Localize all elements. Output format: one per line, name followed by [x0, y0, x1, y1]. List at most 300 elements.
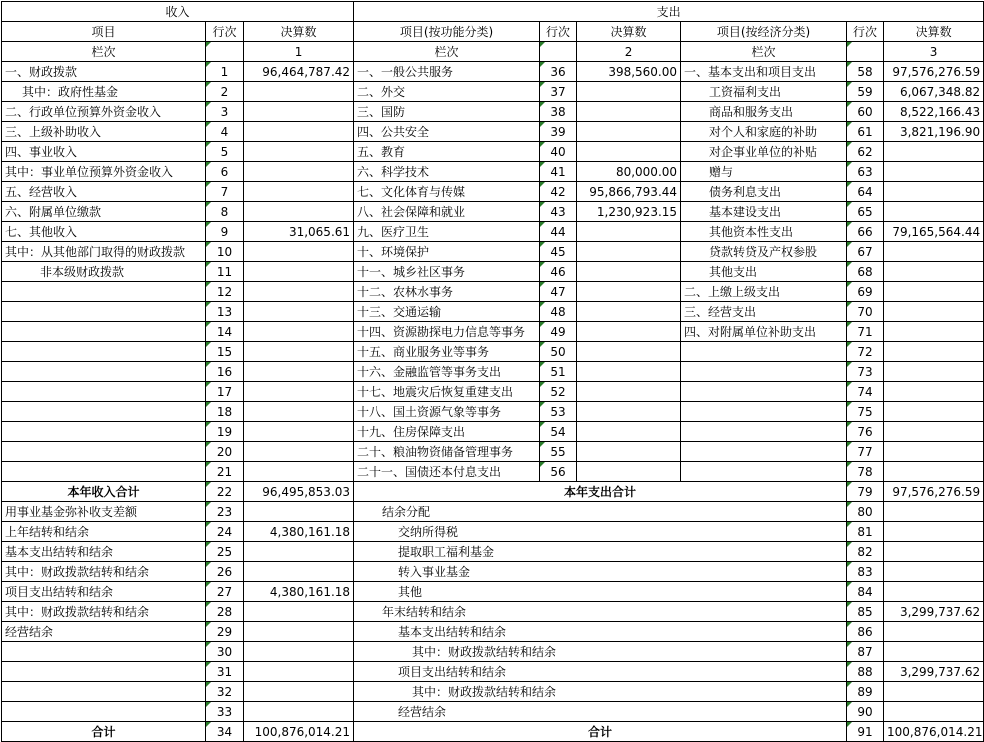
function-amount	[577, 122, 681, 142]
income-amount	[244, 282, 354, 302]
function-amount	[577, 322, 681, 342]
col-header-amount: 决算数	[577, 22, 681, 42]
table-row	[2, 342, 984, 362]
income-item	[2, 642, 206, 662]
distribution-item: 交纳所得税	[354, 522, 847, 542]
economic-row-no: 69	[847, 282, 884, 302]
income-row-no: 3	[206, 102, 244, 122]
economic-item	[681, 382, 847, 402]
income-item	[2, 402, 206, 422]
income-item: 二、行政单位预算外资金收入	[2, 102, 206, 122]
distribution-amount	[884, 522, 984, 542]
table-row	[2, 282, 984, 302]
income-row-no: 7	[206, 182, 244, 202]
table-row	[2, 102, 984, 122]
table-row	[2, 622, 984, 642]
function-item: 十一、城乡社区事务	[354, 262, 540, 282]
economic-row-no: 76	[847, 422, 884, 442]
income-row-no: 15	[206, 342, 244, 362]
table-row	[2, 142, 984, 162]
function-amount: 80,000.00	[577, 162, 681, 182]
distribution-row-no: 88	[847, 662, 884, 682]
income-amount	[244, 342, 354, 362]
col-index-2: 2	[577, 42, 681, 62]
col-header-item: 项目	[2, 22, 206, 42]
function-item: 八、社会保障和就业	[354, 202, 540, 222]
empty-cell	[206, 42, 244, 62]
distribution-item: 其中：财政拨款结转和结余	[354, 682, 847, 702]
income-amount	[244, 602, 354, 622]
distribution-row-no: 80	[847, 502, 884, 522]
function-item: 十、环境保护	[354, 242, 540, 262]
income-item	[2, 382, 206, 402]
function-item: 十七、地震灾后恢复重建支出	[354, 382, 540, 402]
income-amount	[244, 442, 354, 462]
col-index-3: 3	[884, 42, 984, 62]
income-row-no: 19	[206, 422, 244, 442]
distribution-amount	[884, 502, 984, 522]
table-row	[2, 502, 984, 522]
function-amount: 95,866,793.44	[577, 182, 681, 202]
income-item: 其中：事业单位预算外资金收入	[2, 162, 206, 182]
distribution-row-no: 82	[847, 542, 884, 562]
year-income-total-row-no: 22	[206, 482, 244, 502]
function-item: 二、外交	[354, 82, 540, 102]
economic-item: 贷款转贷及产权参股	[681, 242, 847, 262]
function-item: 十九、住房保障支出	[354, 422, 540, 442]
function-amount	[577, 282, 681, 302]
table-row	[2, 302, 984, 322]
income-item: 基本支出结转和结余	[2, 542, 206, 562]
function-amount	[577, 342, 681, 362]
function-item: 九、医疗卫生	[354, 222, 540, 242]
economic-amount	[884, 342, 984, 362]
column-header-row	[2, 22, 984, 42]
distribution-item: 经营结余	[354, 702, 847, 722]
income-row-no: 12	[206, 282, 244, 302]
income-amount: 96,464,787.42	[244, 62, 354, 82]
table-row	[2, 422, 984, 442]
col-header-row-no: 行次	[206, 22, 244, 42]
function-amount	[577, 302, 681, 322]
income-row-no: 23	[206, 502, 244, 522]
economic-row-no: 75	[847, 402, 884, 422]
table-row	[2, 362, 984, 382]
income-row-no: 32	[206, 682, 244, 702]
grand-income-total-amount: 100,876,014.21	[244, 722, 354, 742]
empty-cell	[540, 42, 577, 62]
economic-amount: 6,067,348.82	[884, 82, 984, 102]
economic-item	[681, 462, 847, 482]
table-row	[2, 562, 984, 582]
income-amount	[244, 302, 354, 322]
economic-item	[681, 422, 847, 442]
table-row	[2, 442, 984, 462]
income-amount	[244, 362, 354, 382]
income-item	[2, 342, 206, 362]
income-amount	[244, 82, 354, 102]
distribution-amount	[884, 702, 984, 722]
economic-item: 债务利息支出	[681, 182, 847, 202]
economic-row-no: 58	[847, 62, 884, 82]
economic-row-no: 68	[847, 262, 884, 282]
table-row	[2, 662, 984, 682]
function-row-no: 36	[540, 62, 577, 82]
income-amount: 31,065.61	[244, 222, 354, 242]
income-item	[2, 282, 206, 302]
economic-amount: 79,165,564.44	[884, 222, 984, 242]
function-amount	[577, 402, 681, 422]
income-row-no: 30	[206, 642, 244, 662]
economic-amount	[884, 142, 984, 162]
column-index-row	[2, 42, 984, 62]
expense-section-header: 支出	[354, 2, 984, 22]
function-amount	[577, 462, 681, 482]
function-amount	[577, 382, 681, 402]
economic-row-no: 66	[847, 222, 884, 242]
distribution-amount	[884, 562, 984, 582]
function-amount: 1,230,923.15	[577, 202, 681, 222]
income-amount	[244, 502, 354, 522]
income-amount	[244, 402, 354, 422]
function-row-no: 45	[540, 242, 577, 262]
col-header-amount: 决算数	[244, 22, 354, 42]
economic-amount	[884, 262, 984, 282]
distribution-item: 年末结转和结余	[354, 602, 847, 622]
income-row-no: 1	[206, 62, 244, 82]
economic-row-no: 62	[847, 142, 884, 162]
function-row-no: 48	[540, 302, 577, 322]
income-row-no: 31	[206, 662, 244, 682]
function-amount	[577, 222, 681, 242]
function-item: 二十一、国债还本付息支出	[354, 462, 540, 482]
col-index-label: 栏次	[681, 42, 847, 62]
distribution-amount	[884, 682, 984, 702]
income-item	[2, 662, 206, 682]
distribution-row-no: 85	[847, 602, 884, 622]
income-amount	[244, 662, 354, 682]
function-row-no: 51	[540, 362, 577, 382]
col-header-econ-item: 项目(按经济分类)	[681, 22, 847, 42]
function-item: 十二、农林水事务	[354, 282, 540, 302]
economic-row-no: 60	[847, 102, 884, 122]
function-item: 一、一般公共服务	[354, 62, 540, 82]
income-item: 其中：财政拨款结转和结余	[2, 562, 206, 582]
income-amount	[244, 202, 354, 222]
table-row	[2, 682, 984, 702]
income-item	[2, 362, 206, 382]
grand-expense-total-row-no: 91	[847, 722, 884, 742]
distribution-item: 其他	[354, 582, 847, 602]
grand-expense-total-label: 合计	[354, 722, 847, 742]
economic-item	[681, 362, 847, 382]
final-accounts-sheet	[1, 1, 984, 742]
economic-item: 工资福利支出	[681, 82, 847, 102]
function-row-no: 47	[540, 282, 577, 302]
grand-income-total-row-no: 34	[206, 722, 244, 742]
distribution-amount	[884, 622, 984, 642]
table-row	[2, 242, 984, 262]
income-item	[2, 462, 206, 482]
income-item: 其中：财政拨款结转和结余	[2, 602, 206, 622]
income-row-no: 17	[206, 382, 244, 402]
income-amount	[244, 562, 354, 582]
economic-item: 其他支出	[681, 262, 847, 282]
income-amount: 4,380,161.18	[244, 582, 354, 602]
table-row	[2, 602, 984, 622]
income-row-no: 20	[206, 442, 244, 462]
income-row-no: 8	[206, 202, 244, 222]
income-amount	[244, 642, 354, 662]
economic-item	[681, 442, 847, 462]
function-row-no: 49	[540, 322, 577, 342]
table-row	[2, 62, 984, 82]
grand-total-row	[2, 722, 984, 742]
col-header-row-no: 行次	[847, 22, 884, 42]
income-amount	[244, 142, 354, 162]
col-index-label: 栏次	[2, 42, 206, 62]
income-section-header: 收入	[2, 2, 354, 22]
col-index-1: 1	[244, 42, 354, 62]
year-expense-total-label: 本年支出合计	[354, 482, 847, 502]
table-row	[2, 262, 984, 282]
year-income-total-label: 本年收入合计	[2, 482, 206, 502]
function-item: 十八、国土资源气象等事务	[354, 402, 540, 422]
economic-row-no: 67	[847, 242, 884, 262]
economic-amount	[884, 322, 984, 342]
distribution-amount	[884, 582, 984, 602]
table-row	[2, 182, 984, 202]
distribution-row-no: 89	[847, 682, 884, 702]
economic-amount	[884, 202, 984, 222]
table-row	[2, 462, 984, 482]
income-amount	[244, 162, 354, 182]
economic-row-no: 74	[847, 382, 884, 402]
year-total-row	[2, 482, 984, 502]
economic-item: 二、上缴上级支出	[681, 282, 847, 302]
function-row-no: 55	[540, 442, 577, 462]
function-amount: 398,560.00	[577, 62, 681, 82]
grand-income-total-label: 合计	[2, 722, 206, 742]
function-row-no: 41	[540, 162, 577, 182]
distribution-item: 提取职工福利基金	[354, 542, 847, 562]
economic-amount: 3,821,196.90	[884, 122, 984, 142]
income-row-no: 18	[206, 402, 244, 422]
table-row	[2, 702, 984, 722]
function-amount	[577, 242, 681, 262]
economic-item	[681, 402, 847, 422]
income-item: 四、事业收入	[2, 142, 206, 162]
economic-item: 基本建设支出	[681, 202, 847, 222]
function-row-no: 38	[540, 102, 577, 122]
economic-row-no: 77	[847, 442, 884, 462]
function-row-no: 40	[540, 142, 577, 162]
empty-cell	[847, 42, 884, 62]
income-item: 七、其他收入	[2, 222, 206, 242]
economic-amount: 97,576,276.59	[884, 62, 984, 82]
economic-amount	[884, 242, 984, 262]
economic-row-no: 71	[847, 322, 884, 342]
economic-item	[681, 342, 847, 362]
economic-amount	[884, 162, 984, 182]
economic-amount	[884, 182, 984, 202]
economic-amount: 8,522,166.43	[884, 102, 984, 122]
distribution-amount	[884, 642, 984, 662]
income-item	[2, 422, 206, 442]
economic-item: 其他资本性支出	[681, 222, 847, 242]
income-item: 三、上级补助收入	[2, 122, 206, 142]
economic-row-no: 73	[847, 362, 884, 382]
distribution-item: 其中：财政拨款结转和结余	[354, 642, 847, 662]
income-row-no: 29	[206, 622, 244, 642]
income-item	[2, 322, 206, 342]
distribution-row-no: 90	[847, 702, 884, 722]
function-item: 十六、金融监管等事务支出	[354, 362, 540, 382]
function-row-no: 52	[540, 382, 577, 402]
economic-amount	[884, 462, 984, 482]
economic-amount	[884, 402, 984, 422]
table-row	[2, 122, 984, 142]
income-row-no: 25	[206, 542, 244, 562]
distribution-amount	[884, 542, 984, 562]
income-item: 经营结余	[2, 622, 206, 642]
year-expense-total-amount: 97,576,276.59	[884, 482, 984, 502]
table-row	[2, 322, 984, 342]
economic-amount	[884, 302, 984, 322]
table-row	[2, 642, 984, 662]
economic-item: 三、经营支出	[681, 302, 847, 322]
income-row-no: 33	[206, 702, 244, 722]
income-row-no: 9	[206, 222, 244, 242]
function-amount	[577, 142, 681, 162]
economic-row-no: 59	[847, 82, 884, 102]
economic-item: 对企事业单位的补贴	[681, 142, 847, 162]
income-amount	[244, 682, 354, 702]
income-row-no: 5	[206, 142, 244, 162]
economic-row-no: 78	[847, 462, 884, 482]
income-amount: 4,380,161.18	[244, 522, 354, 542]
function-item: 二十、粮油物资储备管理事务	[354, 442, 540, 462]
income-item: 其中：从其他部门取得的财政拨款	[2, 242, 206, 262]
income-amount	[244, 262, 354, 282]
col-header-amount: 决算数	[884, 22, 984, 42]
income-item	[2, 702, 206, 722]
income-row-no: 6	[206, 162, 244, 182]
economic-amount	[884, 282, 984, 302]
economic-amount	[884, 382, 984, 402]
income-amount	[244, 102, 354, 122]
distribution-row-no: 83	[847, 562, 884, 582]
economic-row-no: 64	[847, 182, 884, 202]
table-row	[2, 222, 984, 242]
function-row-no: 37	[540, 82, 577, 102]
table-row	[2, 82, 984, 102]
table-row	[2, 582, 984, 602]
income-row-no: 10	[206, 242, 244, 262]
function-item: 十四、资源勘探电力信息等事务	[354, 322, 540, 342]
distribution-row-no: 86	[847, 622, 884, 642]
function-item: 七、文化体育与传媒	[354, 182, 540, 202]
grand-expense-total-amount: 100,876,014.21	[884, 722, 984, 742]
function-item: 三、国防	[354, 102, 540, 122]
economic-amount	[884, 422, 984, 442]
income-item: 项目支出结转和结余	[2, 582, 206, 602]
income-item: 用事业基金弥补收支差额	[2, 502, 206, 522]
income-amount	[244, 702, 354, 722]
income-row-no: 26	[206, 562, 244, 582]
function-row-no: 44	[540, 222, 577, 242]
function-amount	[577, 82, 681, 102]
function-row-no: 43	[540, 202, 577, 222]
economic-item: 赠与	[681, 162, 847, 182]
income-item: 一、财政拨款	[2, 62, 206, 82]
col-header-row-no: 行次	[540, 22, 577, 42]
economic-row-no: 61	[847, 122, 884, 142]
economic-item: 四、对附属单位补助支出	[681, 322, 847, 342]
function-amount	[577, 102, 681, 122]
distribution-item: 转入事业基金	[354, 562, 847, 582]
table-row	[2, 202, 984, 222]
income-row-no: 27	[206, 582, 244, 602]
function-item: 四、公共安全	[354, 122, 540, 142]
income-row-no: 4	[206, 122, 244, 142]
income-item	[2, 442, 206, 462]
table-row	[2, 382, 984, 402]
table-row	[2, 402, 984, 422]
economic-row-no: 72	[847, 342, 884, 362]
income-row-no: 14	[206, 322, 244, 342]
income-amount	[244, 462, 354, 482]
income-item	[2, 302, 206, 322]
distribution-item: 结余分配	[354, 502, 847, 522]
function-row-no: 39	[540, 122, 577, 142]
income-amount	[244, 542, 354, 562]
function-item: 六、科学技术	[354, 162, 540, 182]
distribution-row-no: 87	[847, 642, 884, 662]
function-row-no: 50	[540, 342, 577, 362]
col-index-label: 栏次	[354, 42, 540, 62]
function-item: 十五、商业服务业等事务	[354, 342, 540, 362]
income-item	[2, 682, 206, 702]
function-amount	[577, 362, 681, 382]
income-amount	[244, 122, 354, 142]
section-header-row	[2, 2, 984, 22]
income-amount	[244, 182, 354, 202]
function-row-no: 42	[540, 182, 577, 202]
table-row	[2, 522, 984, 542]
economic-amount	[884, 442, 984, 462]
economic-item: 商品和服务支出	[681, 102, 847, 122]
income-amount	[244, 322, 354, 342]
income-item: 六、附属单位缴款	[2, 202, 206, 222]
income-row-no: 2	[206, 82, 244, 102]
year-expense-total-row-no: 79	[847, 482, 884, 502]
col-header-func-item: 项目(按功能分类)	[354, 22, 540, 42]
function-amount	[577, 262, 681, 282]
income-item: 上年结转和结余	[2, 522, 206, 542]
function-amount	[577, 442, 681, 462]
income-amount	[244, 422, 354, 442]
income-item: 其中：政府性基金	[2, 82, 206, 102]
distribution-row-no: 81	[847, 522, 884, 542]
income-row-no: 13	[206, 302, 244, 322]
distribution-item: 基本支出结转和结余	[354, 622, 847, 642]
income-row-no: 21	[206, 462, 244, 482]
function-row-no: 46	[540, 262, 577, 282]
table-row	[2, 162, 984, 182]
income-row-no: 16	[206, 362, 244, 382]
economic-item: 对个人和家庭的补助	[681, 122, 847, 142]
